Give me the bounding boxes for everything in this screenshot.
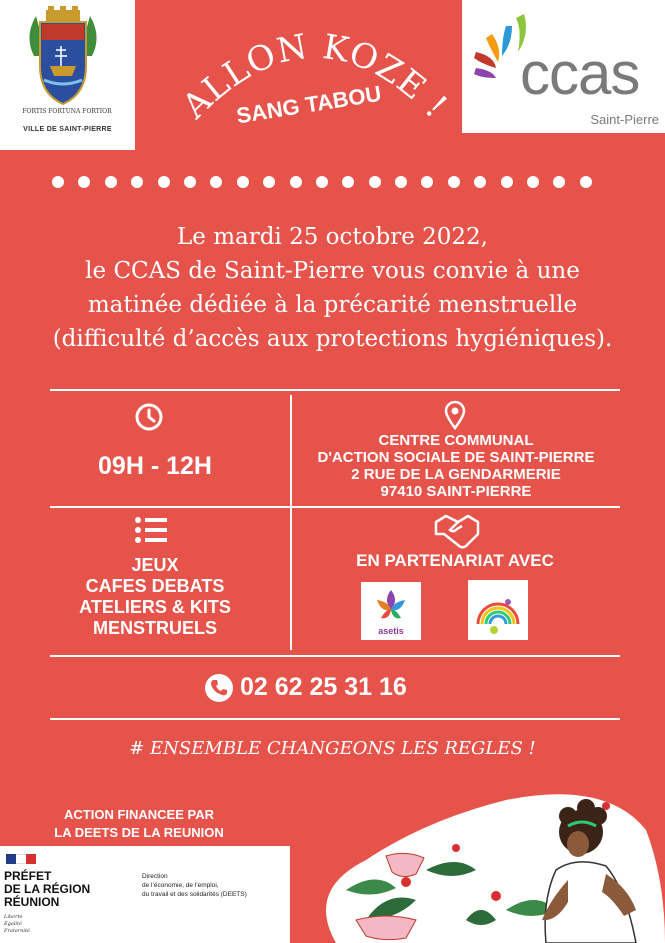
rainbow-partner-logo	[468, 580, 528, 640]
event-time: 09H - 12H	[98, 452, 212, 480]
event-address	[296, 432, 616, 500]
phone-number[interactable]: 02 62 25 31 16	[240, 673, 407, 701]
asetis-label: asetis	[378, 626, 404, 636]
phone-icon	[204, 673, 234, 703]
address-line: CENTRE COMMUNAL	[378, 432, 534, 449]
address-line: 97410 SAINT-PIERRE	[380, 483, 532, 500]
prefet-line: PRÉFET	[4, 869, 52, 883]
invitation-line: Le mardi 25 octobre 2022,	[177, 224, 488, 250]
grid-divider-middle	[50, 506, 620, 508]
asetis-partner-logo	[361, 582, 421, 640]
republic-motto	[4, 914, 30, 935]
address-line: 2 RUE DE LA GENDARMERIE	[351, 466, 561, 483]
funding-notice	[24, 806, 254, 842]
funding-line: LA DEETS DE LA REUNION	[54, 825, 224, 840]
woman-flowers-illustration	[306, 770, 665, 943]
rainbow-icon	[468, 580, 528, 640]
handshake-icon	[434, 512, 480, 550]
motto-word: Liberté	[4, 914, 23, 920]
motto-word: Fraternité	[4, 928, 30, 934]
activity-line: JEUX	[131, 555, 179, 575]
grid-divider-bottom	[50, 655, 620, 657]
partnership-heading: EN PARTENARIAT AVEC	[356, 551, 554, 570]
prefet-line: RÉUNION	[4, 895, 60, 909]
event-activities	[55, 555, 255, 639]
activity-line: CAFES DEBATS	[85, 576, 225, 596]
crest-motto: FORTIS FORTUNA FORTIOR	[22, 108, 112, 115]
event-subtitle: SANG TABOU	[234, 80, 384, 129]
activity-line: ATELIERS & KITS	[79, 597, 231, 617]
invitation-text	[0, 220, 665, 356]
deets-line: de l’économie, de l’emploi,	[142, 882, 219, 889]
prefet-line: DE LA RÉGION	[4, 882, 91, 896]
invitation-line: matinée dédiée à la précarité menstruelle	[87, 292, 578, 318]
motto-word: Égalité	[4, 921, 22, 927]
campaign-slogan: # ENSEMBLE CHANGEONS LES REGLES !	[129, 738, 536, 759]
activity-line: MENSTRUELS	[92, 618, 217, 638]
saint-pierre-crest-logo	[0, 0, 135, 150]
ccas-wordmark: ccas	[520, 40, 640, 107]
grid-divider-vertical	[290, 395, 292, 650]
prefet-title	[4, 870, 90, 909]
deets-name	[142, 872, 247, 899]
funding-line: ACTION FINANCEE PAR	[64, 807, 214, 822]
dotted-divider	[52, 176, 592, 190]
title-arc	[170, 14, 460, 134]
french-flag-icon	[6, 854, 36, 864]
ccas-location: Saint-Pierre	[590, 112, 659, 127]
prefecture-logo-block	[0, 846, 290, 943]
crest-icon	[28, 6, 98, 116]
grid-divider-top	[50, 389, 620, 391]
phone-contact[interactable]	[204, 671, 464, 705]
deets-line: Direction	[142, 873, 168, 880]
crest-city-name: VILLE DE SAINT-PIERRE	[23, 126, 112, 133]
event-title: ALLON KOZE !	[174, 26, 456, 127]
address-line: D'ACTION SOCIALE DE SAINT-PIERRE	[317, 449, 595, 466]
invitation-line: le CCAS de Saint-Pierre vous convie à une	[85, 258, 580, 284]
location-pin-icon	[444, 400, 466, 430]
grid-divider-footer	[50, 718, 620, 720]
invitation-line: (difficulté d’accès aux protections hygiéniques).	[52, 326, 613, 352]
list-icon	[134, 516, 168, 544]
clock-icon	[134, 402, 164, 432]
ccas-logo	[462, 0, 665, 133]
deets-line: du travail et des solidarités (DEETS)	[142, 891, 247, 898]
